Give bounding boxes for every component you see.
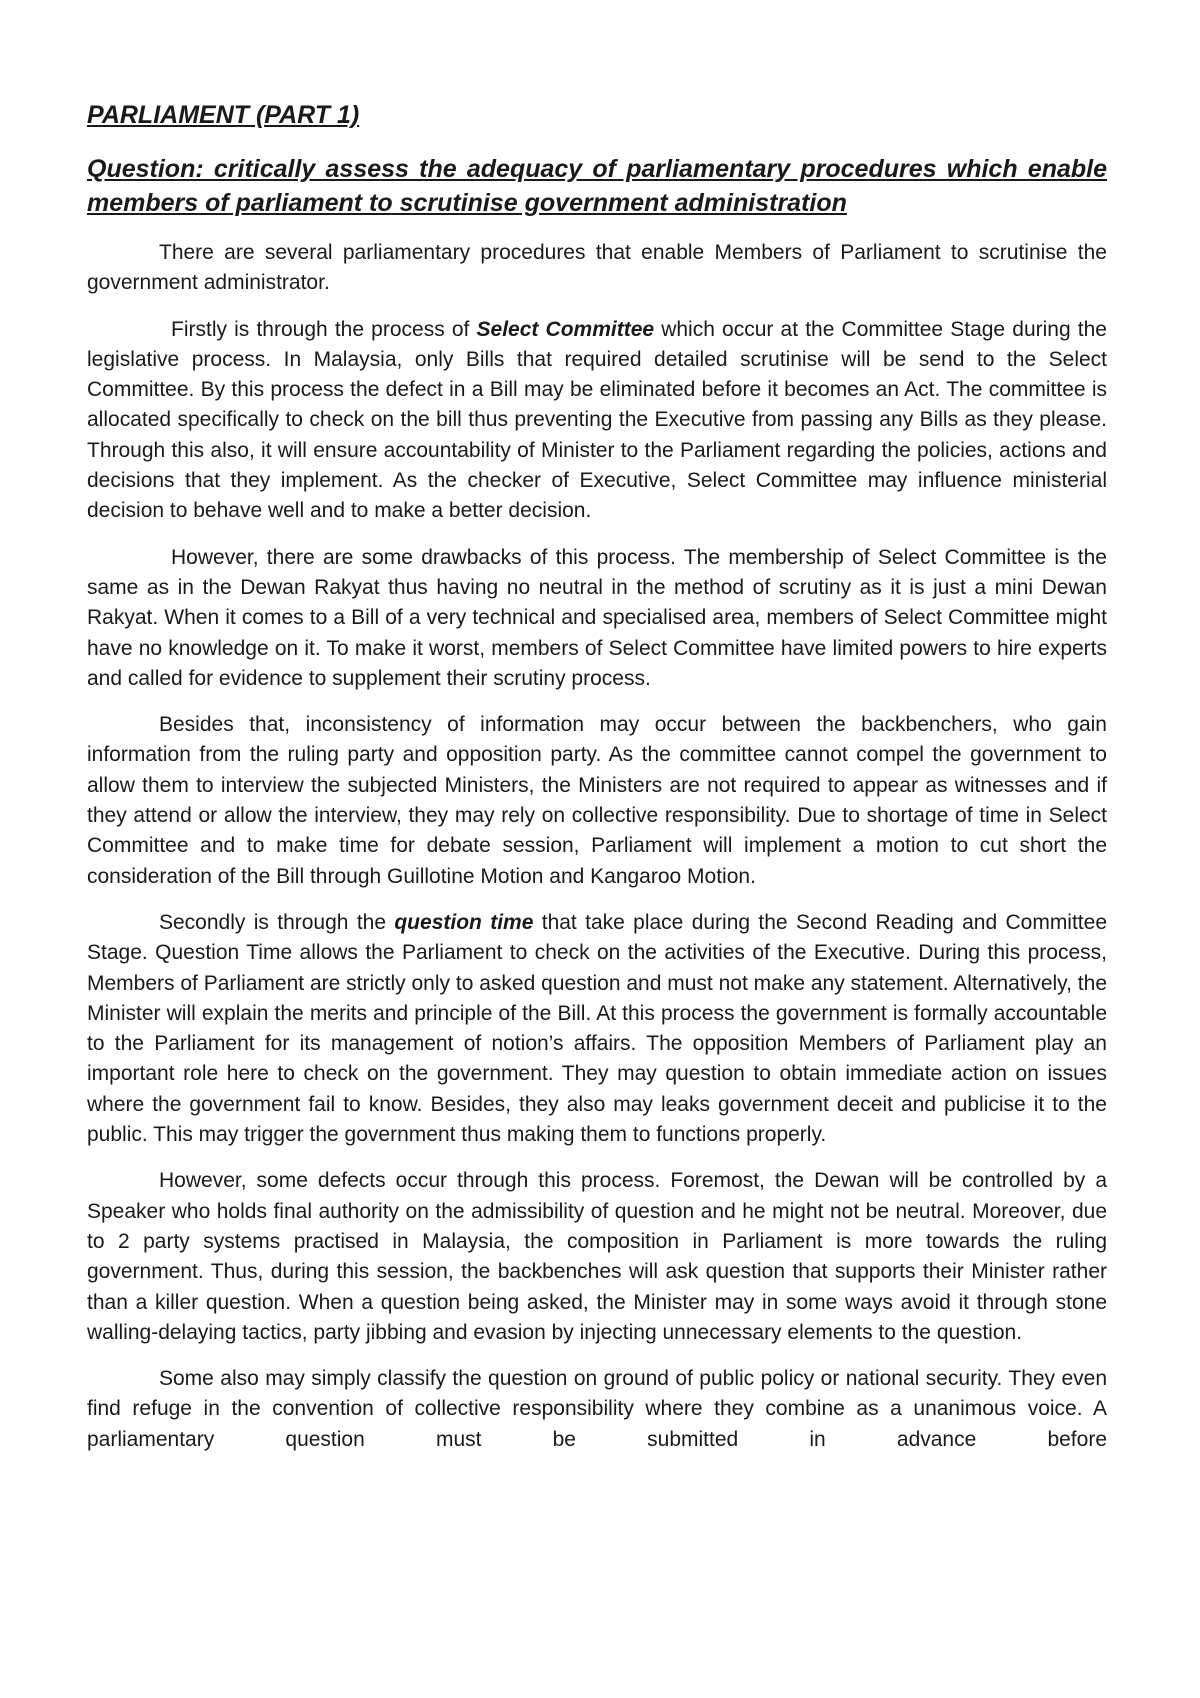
question-heading: Question: critically assess the adequacy of parliamentary procedures which enable members of parliament to scrutinise government administration [87,155,1107,217]
document-page [87,100,1107,1455]
paragraph-drawbacks: However, there are some drawbacks of this process. The membership of Select Committee is the same as in the Dewan Rakyat thus having no neutral in the method of scrutiny as it is just a mini Dewan Rakyat. When it comes to a Bill of a very technical and specialised area, members of Select Committee might have no knowledge on it. To make it worst, members of Select Committee have limited powers to hire experts and called for evidence to supplement their scrutiny process. [87,545,1107,690]
emphasis-question-time: question time [394,910,534,934]
paragraph-inconsistency: Besides that, inconsistency of information may occur between the backbenchers, who gain information from the ruling party and opposition party. As the committee cannot compel the government to allow them to interview the subjected Ministers, the Ministers are not required to appear as witnesses and if they attend or allow the interview, they may rely on collective responsibility. Due to shortage of time in Select Committee and to make time for debate session, Parliament will implement a motion to cut short the consideration of the Bill through Guillotine Motion and Kangaroo Motion. [87,713,1107,888]
paragraph-intro: There are several parliamentary procedures that enable Members of Parliament to scrutinise the government administrator. [87,241,1107,295]
paragraph-defects: However, some defects occur through this process. Foremost, the Dewan will be controlled by a Speaker who holds final authority on the admissibility of question and he might not be neutral. Moreover, due to 2 party systems practised in Malaysia, the composition in Parliament is more towards the ruling government. Thus, during this session, the backbenches will ask question that supports their Minister rather than a killer question. When a question being asked, the Minister may in some ways avoid it through stone walling-delaying tactics, party jibbing and evasion by injecting unnecessary elements to the question. [87,1169,1107,1344]
document-title: PARLIAMENT (PART 1) [87,101,360,129]
paragraph-text: that take place during the Second Reading and Committee Stage. Question Time allows the Parliament to check on the activities of the Executive. During this process, Members of Parliament are strictly only to asked question and must not make any statement. Alternatively, the Minister will explain the merits and principle of the Bill. At this process the government is formally accountable to the Parliament for its management of notion’s affairs. The opposition Members of Parliament play an important role here to check on the government. They may question to obtain immediate action on issues where the government fail to know. Besides, they also may leaks government deceit and publicise it to the public. This may trigger the government thus making them to functions properly. [87,910,1108,1147]
paragraph-question-time [87,908,1107,1150]
paragraph-select-committee [87,315,1107,527]
paragraph-text: Firstly is through the process of [171,317,477,341]
paragraph-text: which occur at the Committee Stage during the legislative process. In Malaysia, only Bills that required detailed scrutinise will be send to the Select Committee. By this process the defect in a Bill may be eliminated before it becomes an Act. The committee is allocated specifically to check on the bill thus preventing the Executive from passing any Bills as they please. Through this also, it will ensure accountability of Minister to the Parliament regarding the policies, actions and decisions that they implement. As the checker of Executive, Select Committee may influence ministerial decision to behave well and to make a better decision. [87,317,1107,523]
paragraph-classify: Some also may simply classify the question on ground of public policy or national security. They even find refuge in the convention of collective responsibility where they combine as a unanimous voice. A parliamentary question must be submitted in advance before [87,1367,1107,1451]
paragraph-text: Secondly is through the [159,910,395,934]
emphasis-select-committee: Select Committee [476,317,655,341]
